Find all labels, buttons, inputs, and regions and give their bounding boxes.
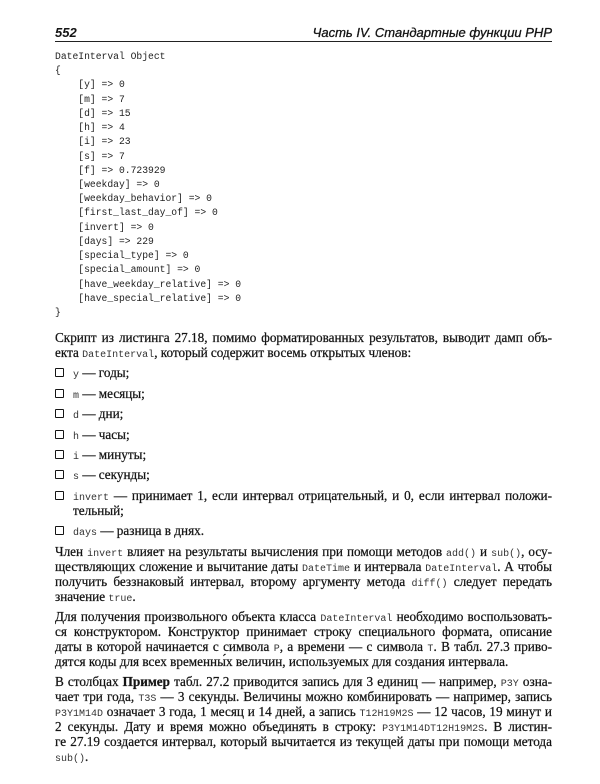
code-line: [first_last_day_of] => 0: [55, 207, 218, 219]
text-span: В столбцах: [55, 674, 123, 690]
text-span: , а времени — с символа: [279, 638, 428, 654]
text-span: — разница в днях.: [97, 523, 205, 539]
text-span: ге 27.19 создается интервал, который вычитается из текущей даты при помощи метода: [55, 734, 552, 750]
text-line: [55, 559, 552, 574]
text-span: .: [132, 588, 136, 604]
bullet-square-icon: [55, 368, 64, 377]
code-line: [special_amount] => 0: [55, 264, 201, 276]
page-number: 552: [55, 25, 77, 40]
text-span: Член: [55, 543, 88, 559]
text-line: [73, 467, 552, 482]
inline-code: diff(): [411, 578, 448, 590]
text-span: — месяцы;: [79, 385, 145, 401]
text-span: . А чтобы: [497, 558, 552, 574]
text-span: — часы;: [79, 426, 130, 442]
text-span: . В табл. 27.3 приво-: [433, 638, 552, 654]
inline-code: days: [73, 528, 98, 540]
inline-code: sub(): [55, 754, 86, 766]
inline-code: h: [73, 431, 80, 443]
text-line: [55, 674, 552, 689]
bullet-square-icon: [55, 389, 64, 398]
text-line: [55, 749, 552, 764]
bullet-square-icon: [55, 409, 64, 418]
running-header: [55, 24, 552, 42]
paragraph: [55, 330, 552, 360]
inline-code: P3Y1M14DT12H19M2S: [382, 724, 485, 736]
code-line: [s] => 7: [55, 150, 125, 162]
inline-code: s: [73, 472, 80, 484]
text-span: получить беззнаковый интервал, второму аргументу метода: [55, 573, 412, 589]
text-span: — принимает 1, если интервал отрицательный, и 0, если интервал положи-: [109, 487, 552, 503]
text-span: влияет на результаты вычисления при помощи методов: [123, 543, 447, 559]
text-line: [55, 330, 552, 345]
bullet-item: [55, 523, 552, 538]
bullet-square-icon: [55, 526, 64, 535]
text-span: 2 секунды. Дату и время можно объединять в строку:: [55, 719, 383, 735]
text-span: екта: [55, 345, 83, 360]
text-line: [55, 624, 552, 639]
code-line: [h] => 4: [55, 122, 125, 134]
inline-code: P3Y1M14D: [55, 709, 104, 721]
inline-code: invert: [87, 548, 124, 560]
code-line: [weekday] => 0: [55, 178, 160, 190]
code-line: DateInterval Object: [55, 51, 166, 62]
bold-term: Пример: [122, 674, 170, 690]
bullet-item: [55, 406, 552, 421]
text-span: и: [476, 543, 492, 559]
text-line: [73, 427, 552, 442]
bullet-item: [55, 365, 552, 380]
text-span: — 12 часов, 19 минут и: [413, 704, 552, 720]
code-listing: [55, 50, 241, 320]
text-line: [73, 488, 552, 503]
inline-code: d: [73, 411, 80, 423]
code-line: [days] => 229: [55, 235, 154, 247]
paragraph: [55, 544, 552, 604]
code-line: [m] => 7: [55, 93, 125, 105]
text-span: дятся коды для всех временны́х величин, используемых для создания интервала.: [55, 653, 509, 669]
text-line: [73, 447, 552, 462]
text-span: значение: [55, 588, 109, 604]
body-text: [55, 330, 552, 770]
bullet-item: [55, 488, 552, 518]
text-span: ществляющих сложение и вычитание даты: [55, 558, 303, 574]
inline-code: DateTime: [302, 563, 351, 575]
text-span: — минуты;: [79, 446, 147, 462]
text-line: [55, 734, 552, 749]
inline-code: add(): [446, 548, 477, 560]
text-line: [73, 523, 552, 538]
inline-code: true: [108, 593, 133, 605]
text-line: [55, 654, 552, 669]
inline-code: m: [73, 390, 80, 402]
text-span: следует передать: [447, 573, 553, 589]
text-span: — годы;: [79, 365, 130, 381]
code-line: {: [55, 65, 61, 77]
text-line: [55, 574, 552, 589]
text-span: чает три года,: [55, 689, 139, 705]
paragraph: [55, 609, 552, 669]
text-line: [55, 345, 552, 360]
code-line: [f] => 0.723929: [55, 164, 166, 176]
running-title: Часть IV. Стандартные функции PHP: [312, 25, 552, 40]
inline-code: DateInterval: [320, 613, 393, 625]
text-line: [73, 365, 552, 380]
text-line: [55, 609, 552, 624]
text-line: [55, 639, 552, 654]
text-line: [55, 689, 552, 704]
code-line: [have_special_relative] => 0: [55, 292, 242, 304]
inline-code: P3Y: [500, 679, 519, 691]
text-line: [73, 503, 552, 518]
text-span: необходимо воспользовать-: [392, 608, 552, 624]
text-span: Для получения произвольного объекта класса: [55, 608, 321, 624]
text-line: [55, 589, 552, 604]
text-span: и интервала: [350, 558, 426, 574]
code-line: [weekday_behavior] => 0: [55, 193, 212, 205]
text-span: Скрипт из листинга 27.18, помимо форматированных результатов, выводит дамп объ-: [55, 330, 552, 345]
text-span: означает 3 года, 1 месяц и 14 дней, а запись: [103, 704, 360, 720]
inline-code: invert: [73, 492, 110, 504]
code-line: [y] => 0: [55, 79, 125, 91]
text-span: ся конструктором. Конструктор принимает строку специального формата, описание: [55, 623, 552, 639]
inline-code: y: [73, 370, 80, 382]
inline-code: DateInterval: [425, 563, 498, 575]
code-line: [have_weekday_relative] => 0: [55, 278, 242, 290]
inline-code: DateInterval: [82, 350, 155, 361]
text-span: даты в которой начинается с символа: [55, 638, 274, 654]
text-span: озна-: [518, 674, 553, 690]
text-line: [73, 386, 552, 401]
text-span: , который содержит восемь открытых членов:: [154, 345, 412, 360]
text-span: табл. 27.2 приводится запись для 3 единиц — например,: [170, 674, 501, 690]
bullet-item: [55, 447, 552, 462]
code-line: [special_type] => 0: [55, 250, 189, 262]
text-span: . В листин-: [484, 719, 552, 735]
bullet-square-icon: [55, 491, 64, 500]
text-line: [55, 719, 552, 734]
bullet-item: [55, 427, 552, 442]
text-span: — секунды;: [79, 467, 150, 483]
text-line: [55, 704, 552, 719]
text-span: .: [85, 749, 89, 765]
text-line: [55, 544, 552, 559]
inline-code: i: [73, 451, 80, 463]
text-span: тельный;: [73, 502, 124, 518]
inline-code: T: [427, 643, 434, 655]
bullet-item: [55, 386, 552, 401]
code-line: [invert] => 0: [55, 221, 154, 233]
bullet-item: [55, 467, 552, 482]
inline-code: T12H19M2S: [359, 709, 414, 721]
bullet-square-icon: [55, 470, 64, 479]
text-span: — 3 секунды. Величины можно комбинировать — например, запись: [156, 689, 552, 705]
paragraph: [55, 674, 552, 764]
bullet-square-icon: [55, 430, 64, 439]
text-line: [73, 406, 552, 421]
inline-code: T3S: [138, 694, 157, 706]
code-line: }: [55, 306, 61, 318]
inline-code: P: [273, 643, 280, 655]
code-line: [i] => 23: [55, 136, 131, 148]
bullet-square-icon: [55, 450, 64, 459]
text-span: — дни;: [79, 406, 124, 422]
code-line: [d] => 15: [55, 107, 131, 119]
inline-code: sub(): [491, 548, 522, 560]
text-span: , осу-: [521, 543, 553, 559]
